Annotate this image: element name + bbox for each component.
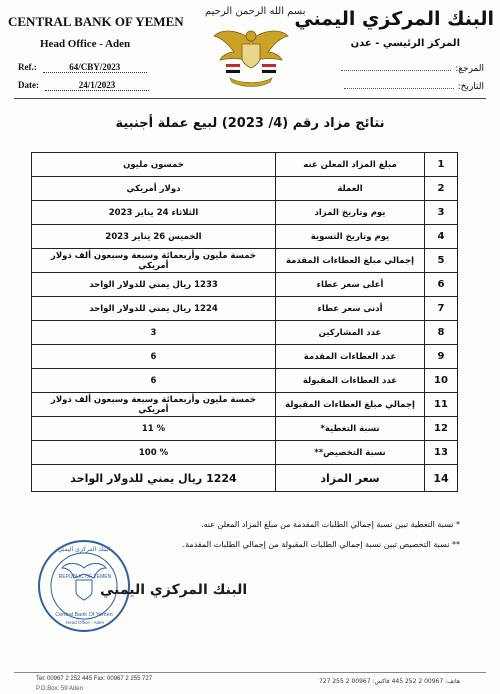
row-label: إجمالي مبلغ العطاءات المقدمة	[276, 249, 425, 273]
row-value: الثلاثاء 24 يناير 2023	[32, 201, 276, 225]
table-row	[32, 201, 458, 225]
row-label: نسبة التخصيص**	[276, 441, 425, 465]
row-number: 4	[425, 225, 458, 249]
table-row	[32, 345, 458, 369]
table-row	[32, 441, 458, 465]
row-number: 12	[425, 417, 458, 441]
note-allocation: ** نسبة التخصيص تبين نسبة إجمالي الطلبات المقبولة من إجمالي الطلبات المقدمة.	[182, 540, 460, 549]
row-number: 5	[425, 249, 458, 273]
stamp-bank-text: Central Bank Of Yemen	[55, 612, 113, 618]
row-value: 6	[32, 369, 276, 393]
table-row	[32, 225, 458, 249]
row-value: % 11	[32, 417, 276, 441]
row-label: عدد المشاركين	[276, 321, 425, 345]
row-number: 6	[425, 273, 458, 297]
table-row	[32, 297, 458, 321]
date-value: 24/1/2023	[45, 80, 149, 91]
row-number: 13	[425, 441, 458, 465]
row-value: 1233 ريال يمني للدولار الواحد	[32, 273, 276, 297]
table-row	[32, 321, 458, 345]
row-label: عدد العطاءات المقبولة	[276, 369, 425, 393]
yemen-eagle-emblem-icon	[210, 22, 292, 90]
table-row	[32, 465, 458, 492]
auction-results-table	[31, 152, 458, 492]
ref-field-ar	[341, 64, 484, 74]
ref-label-ar: المرجع:	[455, 64, 484, 74]
table-row	[32, 249, 458, 273]
header-divider	[14, 98, 486, 99]
row-value: خمسة مليون وأربعمائة وسبعة وسبعون ألف دولار أمريكي	[32, 393, 276, 417]
office-ar: المركز الرئيسي - عدن	[350, 38, 460, 49]
row-value: % 100	[32, 441, 276, 465]
row-value: الخميس 26 يناير 2023	[32, 225, 276, 249]
footer-contact-en: Tel: 00967 2 252 445 Fax: 00967 2 255 727	[36, 676, 153, 682]
footer-divider	[14, 672, 486, 673]
row-label: العملة	[276, 177, 425, 201]
table-row	[32, 153, 458, 177]
date-field-ar	[344, 82, 484, 92]
bank-name-ar: البنك المركزي اليمني	[294, 8, 494, 30]
row-value: خمسة مليون وأربعمائة وسبعة وسبعون ألف دولار أمريكي	[32, 249, 276, 273]
table-row	[32, 369, 458, 393]
row-value: 1224 ريال يمني للدولار الواحد	[32, 297, 276, 321]
stamp-ar-text: البنك المركزي اليمني	[57, 546, 111, 553]
ref-field	[18, 62, 147, 73]
document-title: نتائج مزاد رقم (4/ 2023) لبيع عملة أجنبية	[115, 116, 385, 131]
ref-label: Ref.:	[18, 62, 37, 72]
date-field	[18, 80, 149, 91]
table-row	[32, 417, 458, 441]
row-number: 8	[425, 321, 458, 345]
date-label: Date:	[18, 80, 39, 90]
stamp-city-text: Head Office - Aden	[66, 620, 104, 625]
office-en: Head Office - Aden	[40, 38, 131, 50]
row-number: 10	[425, 369, 458, 393]
row-value: 1224 ريال يمني للدولار الواحد	[32, 465, 276, 492]
row-number: 9	[425, 345, 458, 369]
row-value: خمسون مليون	[32, 153, 276, 177]
row-value: 3	[32, 321, 276, 345]
row-label: أعلى سعر عطاء	[276, 273, 425, 297]
footer-contact-ar: هاتف: 00967 2 252 445 فاكس: 00967 2 255 727	[318, 678, 460, 685]
table-row	[32, 273, 458, 297]
row-number: 11	[425, 393, 458, 417]
stamp-ring-text: REPUBLIC OF YEMEN	[58, 574, 112, 580]
ref-value: 64/CBY/2023	[43, 62, 147, 73]
row-number: 3	[425, 201, 458, 225]
row-label: عدد العطاءات المقدمة	[276, 345, 425, 369]
row-number: 1	[425, 153, 458, 177]
row-label: مبلغ المزاد المعلن عنه	[276, 153, 425, 177]
date-label-ar: التاريخ:	[457, 82, 484, 92]
signature-block: البنك المركزي اليمني	[100, 582, 248, 598]
footer-pobox-en: P.O.Box: 59 Aden	[36, 686, 83, 692]
row-label: سعر المزاد	[276, 465, 425, 492]
bank-name-en: CENTRAL BANK OF YEMEN	[8, 14, 184, 29]
row-number: 2	[425, 177, 458, 201]
row-label: يوم وتاريخ التسوية	[276, 225, 425, 249]
row-value: دولار أمريكي	[32, 177, 276, 201]
table-row	[32, 393, 458, 417]
row-label: إجمالي مبلغ العطاءات المقبولة	[276, 393, 425, 417]
row-label: أدنى سعر عطاء	[276, 297, 425, 321]
row-value: 6	[32, 345, 276, 369]
row-label: يوم وتاريخ المزاد	[276, 201, 425, 225]
note-coverage: * نسبة التغطية تبين نسبة إجمالي الطلبات المقدمة من مبلغ المزاد المعلن عنه.	[200, 520, 460, 529]
table-row	[32, 177, 458, 201]
basmala: بسم الله الرحمن الرحيم	[205, 6, 306, 17]
row-label: نسبة التغطية*	[276, 417, 425, 441]
row-number: 14	[425, 465, 458, 492]
row-number: 7	[425, 297, 458, 321]
